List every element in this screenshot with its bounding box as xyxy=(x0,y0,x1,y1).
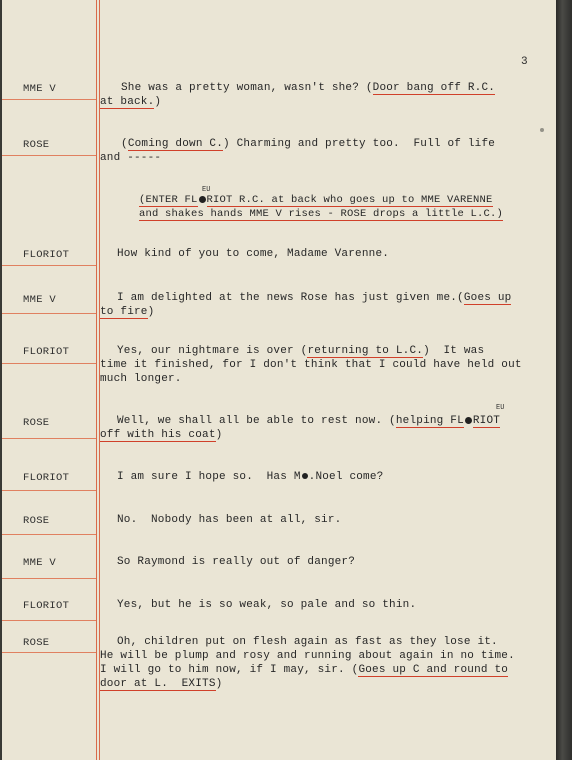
dialogue-line: How kind of you to come, Madame Varenne. xyxy=(117,248,390,260)
dialogue-line: door at L. EXITS) xyxy=(100,678,223,690)
handwritten-insert: EU xyxy=(202,186,211,194)
speaker-label: FLORIOT xyxy=(23,600,70,612)
stage-direction: (ENTER FL RIOT R.C. at back who goes up to MME VARENNE xyxy=(139,194,493,206)
dialogue-line: and ----- xyxy=(100,152,162,164)
dialogue-line: Yes, but he is so weak, so pale and so thin. xyxy=(117,599,417,611)
handwritten-insert: EU xyxy=(496,404,505,412)
margin-rule xyxy=(96,0,97,760)
speaker-label: ROSE xyxy=(23,515,50,527)
dialogue-line: He will be plump and rosy and running about again in no time. xyxy=(100,650,515,662)
stage-direction: Goes up xyxy=(463,292,512,304)
speaker-label: ROSE xyxy=(23,139,50,151)
binding-spine xyxy=(556,0,572,760)
speaker-rule xyxy=(2,578,96,579)
dialogue-line: She was a pretty woman, wasn't she? (Door bang off R.C. xyxy=(121,82,496,94)
speaker-label: ROSE xyxy=(23,417,50,429)
dialogue-line: So Raymond is really out of danger? xyxy=(117,556,356,568)
speaker-rule xyxy=(2,155,96,156)
dialogue-line: I am sure I hope so. Has M .Noel come? xyxy=(117,471,384,483)
dialogue-line: I am delighted at the news Rose has just given me.(Goes up xyxy=(117,292,512,304)
dialogue-line: No. Nobody has been at all, sir. xyxy=(117,514,342,526)
speaker-label: MME V xyxy=(23,83,57,95)
speaker-label: FLORIOT xyxy=(23,472,70,484)
dialogue-line: Oh, children put on flesh again as fast as they lose it. xyxy=(117,636,498,648)
script-page xyxy=(2,0,558,760)
stage-direction: and shakes hands MME V rises - ROSE drops a little L.C.) xyxy=(139,208,504,220)
paper-speck xyxy=(540,128,544,132)
ink-blot xyxy=(199,196,206,203)
speaker-label: ROSE xyxy=(23,637,50,649)
speaker-rule xyxy=(2,620,96,621)
stage-direction: Goes up C and round to xyxy=(358,664,509,676)
speaker-rule xyxy=(2,652,96,653)
stage-direction: off with his coat xyxy=(100,429,216,441)
stage-direction: RIOT xyxy=(472,415,501,427)
speaker-rule xyxy=(2,363,96,364)
speaker-label: FLORIOT xyxy=(23,249,70,261)
speaker-rule xyxy=(2,490,96,491)
stage-direction: door at L. EXITS xyxy=(100,678,216,690)
speaker-label: MME V xyxy=(23,294,57,306)
dialogue-line: to fire) xyxy=(100,306,155,318)
stage-direction: to fire xyxy=(100,306,148,318)
speaker-rule xyxy=(2,265,96,266)
speaker-label: FLORIOT xyxy=(23,346,70,358)
dialogue-line: Yes, our nightmare is over (returning to L.C.) It was xyxy=(117,345,485,357)
stage-direction: returning to L.C. xyxy=(307,345,424,357)
dialogue-line: at back.) xyxy=(100,96,162,108)
stage-direction: Door bang off R.C. xyxy=(372,82,496,94)
dialogue-line: Well, we shall all be able to rest now. (helping FL RIOT xyxy=(117,415,501,427)
stage-direction: at back. xyxy=(100,96,155,108)
dialogue-line: time it finished, for I don't think that I could have held out xyxy=(100,359,522,371)
dialogue-line: I will go to him now, if I may, sir. (Goes up C and round to xyxy=(100,664,509,676)
speaker-rule xyxy=(2,534,96,535)
page-number: 3 xyxy=(521,56,528,68)
ink-blot xyxy=(302,473,308,479)
speaker-label: MME V xyxy=(23,557,57,569)
speaker-rule xyxy=(2,313,96,314)
speaker-rule xyxy=(2,438,96,439)
ink-blot xyxy=(465,417,472,424)
dialogue-line: much longer. xyxy=(100,373,182,385)
stage-direction: helping FL xyxy=(395,415,464,427)
dialogue-line: (Coming down C.) Charming and pretty too. Full of life xyxy=(121,138,496,150)
speaker-rule xyxy=(2,99,96,100)
stage-direction: Coming down C. xyxy=(127,138,224,150)
dialogue-line: off with his coat) xyxy=(100,429,223,441)
